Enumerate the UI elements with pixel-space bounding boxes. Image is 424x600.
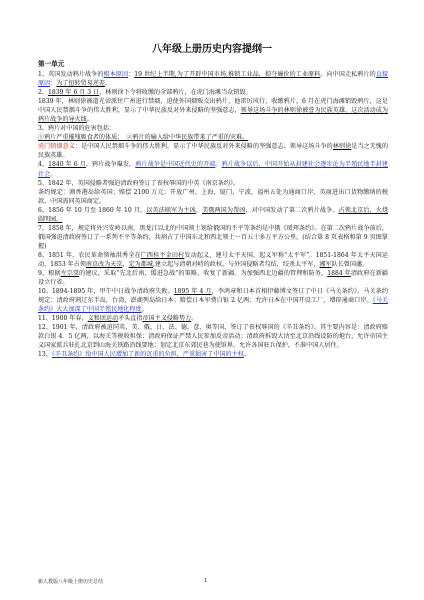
text-run: 以英法联军为主凶 <box>146 206 196 214</box>
text-run: 。 <box>191 315 198 323</box>
text-run: 《马关条约》大大加深了中国半殖民地化程度 <box>38 297 388 314</box>
text-run: 是当之无愧的民族英雄。 <box>38 143 389 160</box>
paragraph <box>38 350 388 359</box>
text-run: 湘军 <box>319 260 332 268</box>
text-run: ,建立起与清朝对峙的政权。与外国侵略者勾结，绞杀太平军， <box>152 260 320 268</box>
text-run: 清政府在新疆设立行省。 <box>38 270 389 287</box>
text-run: 10、1894-1895 年，甲午中日战争清政府失败。 <box>38 288 174 296</box>
text-run: 为了扭转贸易逆差 <box>56 80 106 88</box>
text-run: ， <box>195 206 203 214</box>
text-run: 。 <box>86 116 93 124</box>
text-run: 队长曾国藩。 <box>331 260 369 268</box>
paragraph <box>38 206 388 224</box>
text-run: ： <box>128 71 135 78</box>
text-run: ：是中国人民禁烟斗争的伟大胜利，显示了中华民族反对外来侵略的坚强意志。领导这场斗争的 <box>74 143 333 151</box>
paragraph <box>38 97 388 124</box>
text-run: 直接原因 <box>38 71 388 88</box>
paragraph <box>38 133 388 142</box>
text-run: 帝国主义侵略势力 <box>142 315 192 323</box>
text-run: ，李鸿章和日本首相伊藤博文签订了中日《马关条约》。马关条约规定：清政府割辽东半岛，台湾，澎湖列岛给日本；赔偿日本军费白银 2 亿两；允许日本在中国开设工厂，增辟通商口岸。 <box>38 288 388 305</box>
text-run: 9、根据 <box>38 270 61 278</box>
text-run: 1839 年 6 月 3 日 <box>47 89 100 97</box>
text-run: 11、1900 年春， <box>38 315 88 323</box>
paragraph <box>38 160 388 178</box>
text-run: 。 <box>105 80 112 88</box>
text-run: ： <box>50 80 57 88</box>
text-run: 。 <box>50 170 57 178</box>
page-title: 八年级上册历史内容提纲一 <box>152 44 272 55</box>
text-run: 1895 年 4 月 <box>173 288 212 296</box>
text-run: 的建议，采取“先北后南，缓进急战”的策略，收复了新疆。为加强西北边疆的管理和防务， <box>79 270 328 278</box>
text-run: ，林则徐下令将收缴的全部鸦片，在虎门海滩当众销毁。 <box>99 89 252 97</box>
text-run: 鸦片战争以后，中国开始从封建社会逐步沦为半殖民地半封建社会 <box>38 161 389 178</box>
paragraph <box>38 142 388 160</box>
text-run: 1840 年 6 月 <box>48 161 86 169</box>
paragraph <box>38 188 388 206</box>
text-run: 3、鸦片对中国的危害包括： <box>38 125 116 133</box>
text-run: 19 世纪上半期,为了开辟中国市场,推销工业品，掠夺廉价的工业原料 <box>134 71 321 78</box>
text-run: 广西桂平金田村 <box>140 251 185 259</box>
text-run: 南京改为天京 <box>85 260 123 268</box>
paragraph <box>38 179 388 188</box>
unit-heading: 第一单元 <box>38 60 65 68</box>
text-run: 。 <box>141 306 148 314</box>
text-run: 占领北京后，火烧圆明园。 <box>38 206 389 223</box>
text-run: 虎门销烟意义 <box>38 143 75 151</box>
text-run: ， <box>122 260 129 268</box>
page-number: 1 <box>204 578 208 584</box>
paragraph <box>38 88 388 97</box>
text-run: 领导这场斗争的林则徐被誉为民族英雄 <box>240 107 346 115</box>
text-run: 1、英国发动鸦片战争的 <box>38 71 104 78</box>
text-run: 12、1901 年，清政府被迫同英、美、俄、日、法、德、意、奥等国，签订了丧权辱国的《辛丑条约》。其主要内容是：清政府赔款白银 4．5 亿两，以海关等税收担保；清政府保证严禁人民参加反帝活动；清政府拆毁大沽至北京沿线设防的炮台，允许帝国主义国家派兵驻扎北京到山海关铁路沿线要地；划定北京东郊民巷为使馆界，允许各国驻兵保护，不准中国人居住。 <box>38 324 388 350</box>
text-run: ，鸦片战争爆发， <box>85 161 136 169</box>
text-run: 8、1851 年，农民革命领袖洪秀全在 <box>38 251 141 259</box>
text-run: 1884 年 <box>327 270 351 278</box>
text-run: 矛头直指 <box>118 315 143 323</box>
text-run: 。 <box>243 351 250 359</box>
text-run: ，这次活动成为鸦片战争的导火线 <box>38 107 389 124</box>
document-body <box>38 70 388 360</box>
text-run: 义和团运动 <box>87 315 119 323</box>
text-run: ，对中国发动了第二次鸦片战争。 <box>245 206 339 214</box>
text-run: 根本原因 <box>103 71 129 78</box>
paragraph <box>38 224 388 251</box>
text-run: 6、1856 年 10 月至 1860 年 10 月， <box>38 206 147 214</box>
paragraph <box>38 323 388 350</box>
text-run: ①鸦片严重摧残吸食者的体质； ②鸦片的输入给中华民族带来了严重的灾难。 <box>38 134 249 142</box>
text-run: 7、1858 年，规定将外兴安岭以南，黑龙江以北的中国领土划给俄国的不平等条约是中俄《瑷珲条约》。在第二次鸦片战争前后，俄国强迫清政府签订了一系列不平等条约，共割占了中国东北和西北领土一百五十多万平方公里。(结合第 8 页表格和第 9 页图掌握) <box>38 224 388 250</box>
paragraph <box>38 70 388 88</box>
text-run: 13、 <box>38 351 52 359</box>
text-run: 《辛丑条约》给中国人民增加了新的沉重的负担，严重损害了中国的主权 <box>51 351 244 359</box>
text-run: 条约规定：割香港岛给英国；赔偿 2100 万元；开放广州，上海，厦门，宁波，福州五处为通商口岸，英商进出口货物缴纳的税款，中国需同英国商定。 <box>38 188 388 205</box>
text-run: 1839 年，林则徐被道光帝派往广州进行禁烟，迫使外国烟贩交出鸦片，他雷厉风行，收缴鸦片。6 月在虎门海滩销毁鸦片，这是中国人民禁烟斗争的伟大胜利，显示了中华民族反对外来侵略的坚强意志， <box>38 98 388 115</box>
text-run: 4、 <box>38 161 49 169</box>
paragraph <box>38 124 388 133</box>
text-run: 林则徐 <box>332 143 352 151</box>
text-run: 定为都城 <box>128 260 153 268</box>
text-run: 左宗棠 <box>60 270 80 278</box>
text-run: 5、1842 年，英国侵略者强迫清政府签订了丧权辱国的中英《南京条约》。 <box>38 179 240 187</box>
text-run: 2、 <box>38 89 48 97</box>
text-run: 。 <box>215 161 222 169</box>
text-run: 。向中国走私鸦片的 <box>320 71 376 78</box>
paragraph <box>38 287 388 314</box>
footer-text: 新人教版八年级上册历史总结 <box>38 579 104 585</box>
paragraph <box>38 269 388 287</box>
text-run: 发动起义，建号太平天国，起义军称“太平军”。1851-1864 年太平天国运动，1853 年占领 <box>38 251 389 268</box>
text-run: 美俄两国为帮凶 <box>202 206 246 214</box>
text-run: 鸦片战争是中国近代史的开端 <box>135 161 216 169</box>
paragraph <box>38 314 388 323</box>
paragraph <box>38 251 388 269</box>
